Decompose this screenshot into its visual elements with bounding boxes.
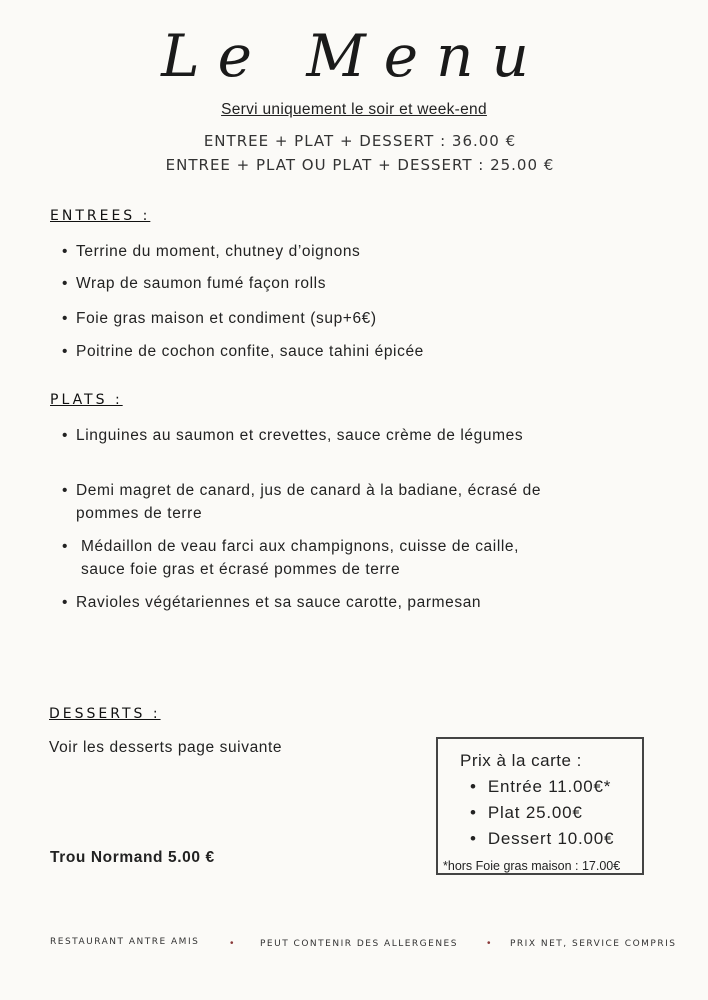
trou-normand: Trou Normand 5.00 €	[50, 849, 215, 866]
list-item: • Foie gras maison et condiment (sup+6€)	[62, 310, 377, 327]
footer-allergens: PEUT CONTENIR DES ALLERGENES	[260, 939, 458, 949]
carte-item: • Dessert 10.00€	[470, 829, 615, 848]
footer-restaurant: RESTAURANT ANTRE AMIS	[50, 937, 200, 947]
carte-item: • Plat 25.00€	[470, 803, 583, 822]
carte-note: *hors Foie gras maison : 17.00€	[443, 859, 621, 873]
a-la-carte-box	[436, 737, 644, 875]
entrees-heading: ENTREES :	[50, 208, 151, 224]
footer-separator: •	[487, 938, 491, 949]
list-item: • Linguines au saumon et crevettes, sauce crème de légumes	[62, 427, 524, 444]
carte-title: Prix à la carte :	[460, 751, 582, 770]
footer-separator: •	[230, 938, 234, 949]
desserts-heading: DESSERTS :	[49, 706, 161, 722]
list-item: • Wrap de saumon fumé façon rolls	[62, 275, 327, 292]
plats-heading: PLATS :	[50, 392, 123, 408]
menu-subtitle: Servi uniquement le soir et week-end	[221, 101, 487, 118]
menu-title: Le Menu	[161, 22, 547, 90]
carte-item: • Entrée 11.00€*	[470, 777, 612, 796]
footer-prix-net: PRIX NET, SERVICE COMPRIS	[510, 939, 677, 949]
desserts-text: Voir les desserts page suivante	[49, 739, 283, 756]
list-item: • Médaillon de veau farci aux champignons, cuisse de caille, sauce foie gras et écrasé pommes de terre	[62, 538, 520, 578]
list-item: • Terrine du moment, chutney d’oignons	[62, 243, 361, 260]
list-item: • Ravioles végétariennes et sa sauce carotte, parmesan	[62, 594, 482, 611]
formula-two: ENTREE + PLAT OU PLAT + DESSERT : 25.00 €	[165, 156, 555, 174]
list-item: • Poitrine de cochon confite, sauce tahini épicée	[62, 343, 424, 360]
list-item: • Demi magret de canard, jus de canard à la badiane, écrasé de pommes de terre	[62, 482, 542, 522]
formula-full: ENTREE + PLAT + DESSERT : 36.00 €	[203, 132, 517, 150]
